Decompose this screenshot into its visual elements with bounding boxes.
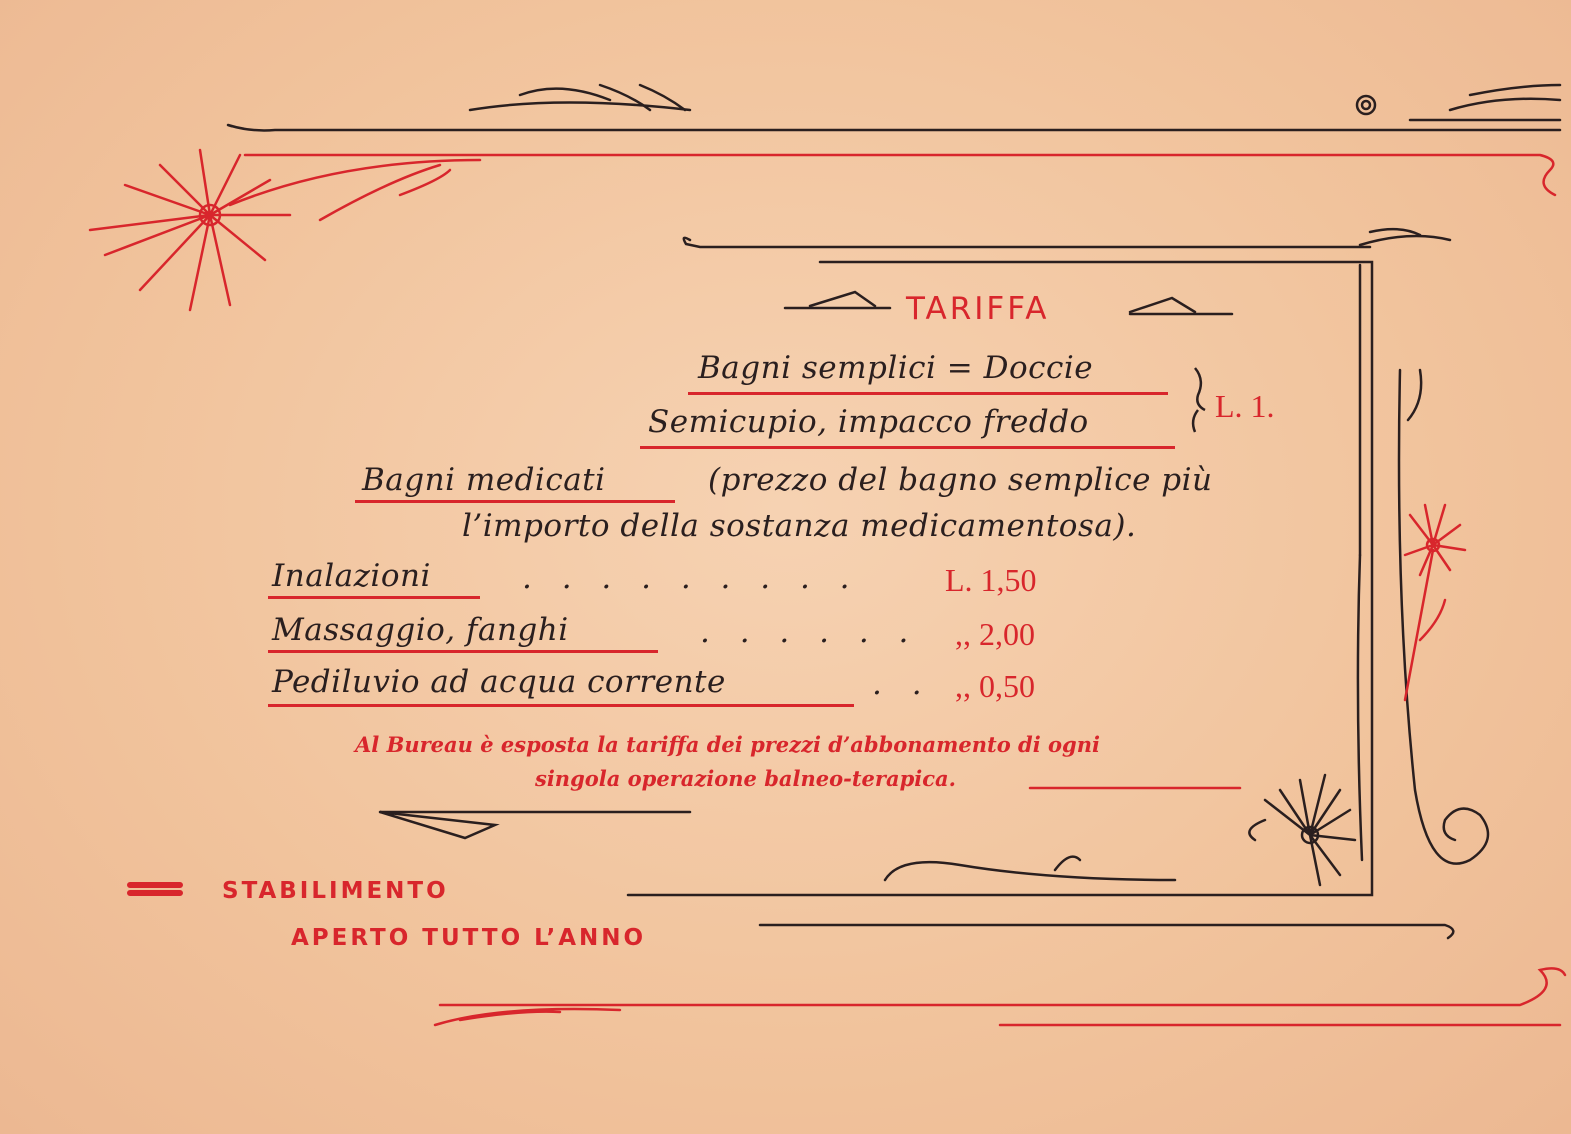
item-inalazioni: Inalazioni	[272, 558, 431, 594]
underline	[688, 392, 1168, 395]
price-massaggio: ,, 2,00	[955, 616, 1035, 652]
page-title: TARIFFA	[906, 291, 1050, 327]
price-pediluvio: ,, 0,50	[955, 668, 1035, 704]
item-bagni-medicati-rest: (prezzo del bagno semplice più	[708, 462, 1213, 498]
underline	[640, 446, 1175, 449]
underline	[268, 650, 658, 653]
item-bagni-medicati: Bagni medicati	[362, 462, 606, 498]
footer-line-2: APERTO TUTTO L’ANNO	[291, 925, 647, 951]
dot-leader: . . . . . . . . .	[522, 560, 860, 596]
item-pediluvio: Pediluvio ad acqua corrente	[272, 664, 726, 700]
dot-leader: . . . . . .	[700, 614, 919, 650]
item-bagni-semplici: Bagni semplici = Doccie	[698, 350, 1094, 386]
dot-leader: . .	[872, 666, 932, 702]
note-line-1: Al Bureau è esposta la tariffa dei prezzi d’abbonamento di ogni	[355, 732, 1100, 757]
note-line-2: singola operazione balneo-terapica.	[535, 766, 956, 791]
footer-line-1: STABILIMENTO	[222, 878, 449, 904]
underline	[268, 704, 854, 707]
price-inalazioni: L. 1,50	[945, 562, 1037, 598]
group-price: L. 1.	[1215, 388, 1275, 424]
item-massaggio: Massaggio, fanghi	[272, 612, 569, 648]
item-semicupio: Semicupio, impacco freddo	[648, 404, 1089, 440]
item-bagni-medicati-line2: l’importo della sostanza medicamentosa).	[462, 508, 1137, 544]
underline	[355, 500, 675, 503]
underline	[268, 596, 480, 599]
